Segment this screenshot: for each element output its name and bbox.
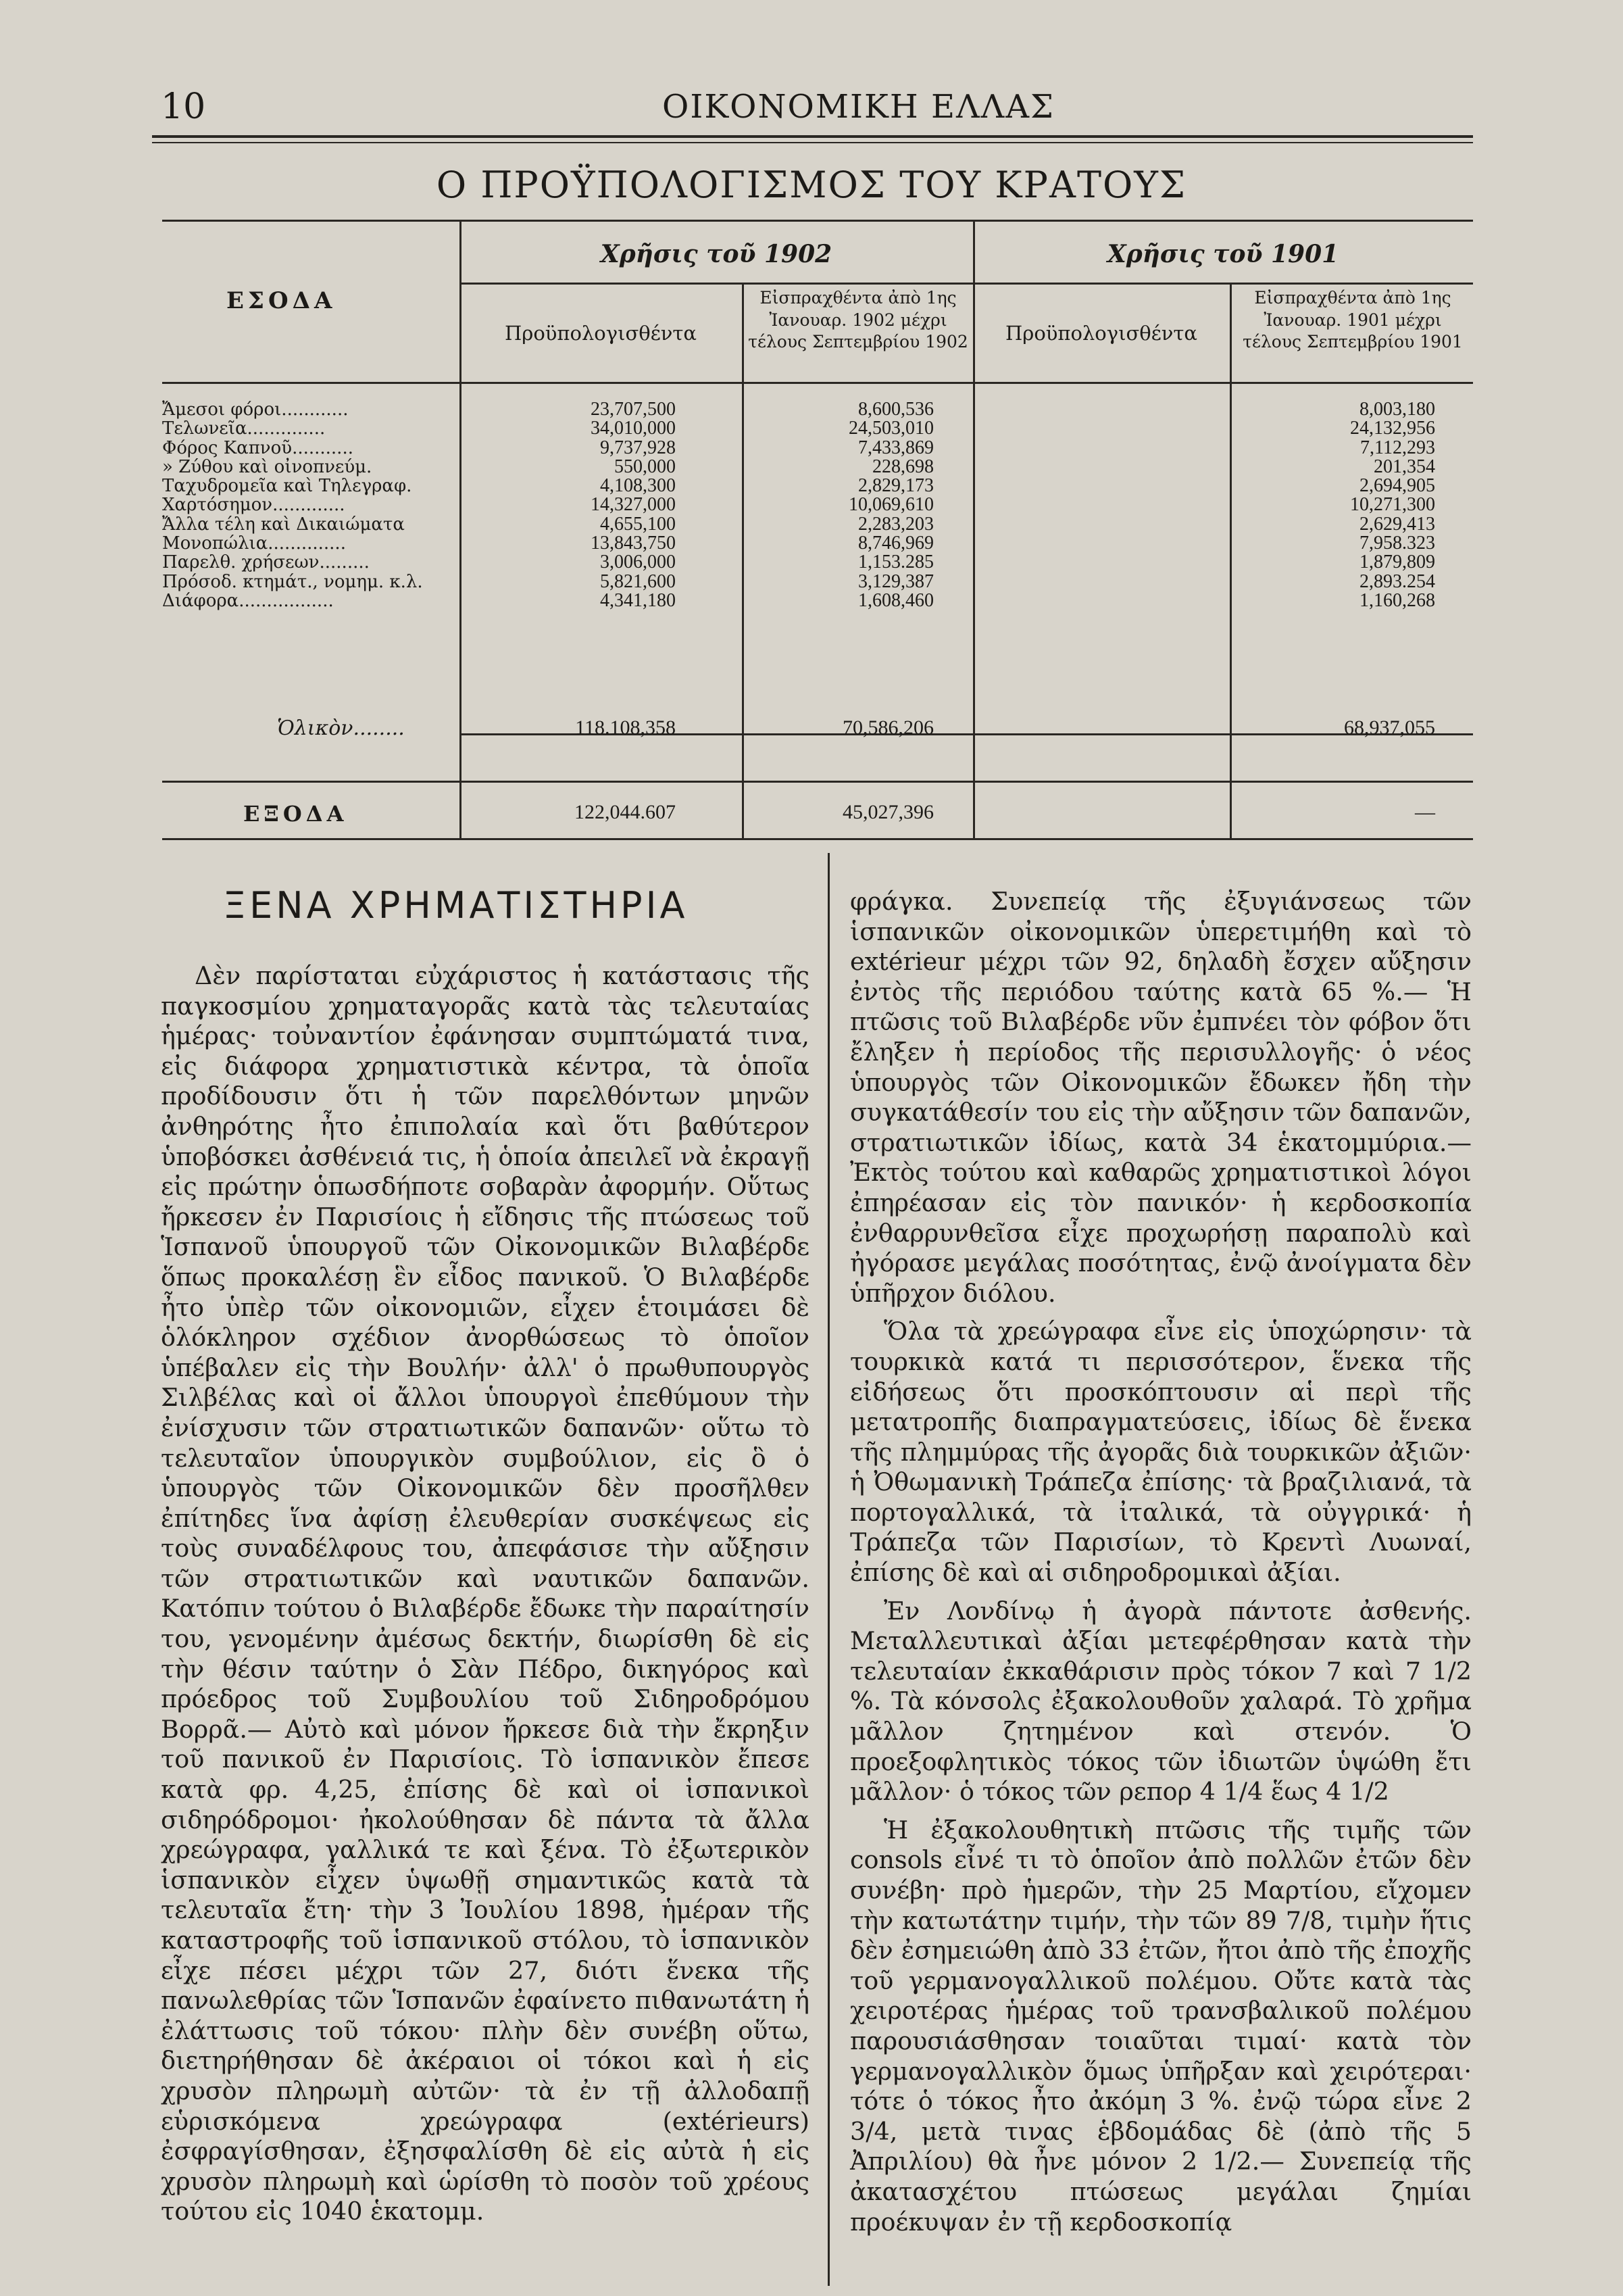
- revenue-label: Πρόσοδ. κτημάτ., νομημ. κ.λ.: [162, 572, 423, 591]
- table-cell: 2,283,203: [858, 513, 934, 535]
- col-collected-1901: Εἰσπραχθέντα ἀπὸ 1ης Ἰανουαρ. 1901 μέχρι τέλους Σεπτεμβρίου 1901: [1243, 288, 1463, 351]
- revenue-label: Τελωνεῖα..............: [162, 419, 326, 439]
- total-label: Ὁλικὸν........: [277, 716, 405, 740]
- table-cell: 3,129,387: [858, 570, 934, 592]
- total-budgeted-1902: 118.108,358: [575, 716, 676, 739]
- expense-rule: [162, 781, 1473, 783]
- revenue-label: Χαρτόσημον.............: [162, 495, 345, 515]
- table-cell: 10,271,300: [1350, 494, 1435, 516]
- article-paragraph: Ὅλα τὰ χρεώγραφα εἶνε εἰς ὑποχώρησιν· τὰ τουρκικὰ κατά τι περισσότερον, ἕνεκα τῆς εἰδήσεως ὅτι προσκόπτουσιν αἱ περὶ τῆς μετατροπῆς διαπραγματεύσεις, ἰδίως δὲ ἕνεκα τῆς πλημμύρας τῆς ἀγορᾶς διὰ τουρκικῶν ἀξιῶν· ἡ Ὀθωμανικὴ Τράπεζα ἐπίσης· τὰ βραζιλιανά, τὰ πορτογαλλικά, τὰ ἰταλικά, τὰ οὐγγρικά· ἡ Τράπεζα τῶν Παρισίων, τὸ Κρεντὶ Λυωναί, ἐπίσης δὲ καὶ αἱ σιδηροδρομικαὶ ἀξίαι.: [850, 1317, 1472, 1588]
- table-cell: 550,000: [614, 456, 676, 477]
- revenue-label: Διάφορα.................: [162, 591, 334, 611]
- table-cell: 1,160,268: [1359, 589, 1435, 611]
- table-top-rule: [162, 220, 1473, 222]
- table-cell: 4,108,300: [600, 475, 676, 497]
- table-cell: 8,003,180: [1359, 399, 1435, 420]
- article-paragraph: Ἐν Λονδίνῳ ἡ ἀγορὰ πάντοτε ἀσθενής. Μεταλλευτικαὶ ἀξίαι μετεφέρθησαν κατὰ τὴν τελευταίαν ἐκκαθάρισιν πρὸς τόκον 7 καὶ 7 1/2 %. Τὰ κόνσολς ἐξακολουθοῦν χαλαρά. Τὸ χρῆμα μᾶλλον ζητημένον καὶ στενόν. Ὁ προεξοφλητικὸς τόκος τῶν ἰδιωτῶν ὑψώθη ἔτι μᾶλλον· ὁ τόκος τῶν ρεπορ 4 1/4 ἕως 4 1/2: [850, 1596, 1472, 1807]
- revenue-label: Ταχυδρομεῖα καὶ Τηλεγραφ.: [162, 477, 412, 496]
- table-cell: 5,821,600: [600, 570, 676, 592]
- table-cell: 1,879,809: [1359, 552, 1435, 573]
- table-cell: 10,069,610: [849, 494, 934, 516]
- article-paragraph: Ἡ ἐξακολουθητικὴ πτῶσις τῆς τιμῆς τῶν consols εἶνέ τι τὸ ὁποῖον ἀπὸ πολλῶν ἐτῶν δὲν συνέβη· πρὸ ἡμερῶν, τὴν 25 Μαρτίου, εἴχομεν τὴν κατωτάτην τιμήν, τὴν τῶν 89 7/8, τιμὴν ἥτις δὲν ἐσημειώθη ἀπὸ 33 ἐτῶν, ἤτοι ἀπὸ τῆς ἐποχῆς τοῦ γερμανογαλλικοῦ πολέμου. Οὔτε κατὰ τὰς χειροτέρας ἡμέρας τοῦ τρανσβαλικοῦ πολέμου παρουσιάσθησαν τοιαῦται τιμαί· κατὰ τὸν γερμανογαλλικὸν ὅμως ὑπῆρξαν καὶ χειρότεραι· τότε ὁ τόκος ἦτο ἀκόμη 3 %. ἐνῷ τώρα εἶνε 2 3/4, μετὰ τινας ἑβδομάδας δὲ (ἀπὸ τῆς 5 Ἀπριλίου) θὰ ἦνε μόνον 2 1/2.— Συνεπείᾳ τῆς ἀκατασχέτου πτώσεως μεγάλαι ζημίαι προέκυψαν ἐν τῇ κερδοσκοπίᾳ: [850, 1815, 1472, 2237]
- group-underline: [459, 283, 1473, 285]
- article-paragraph: φράγκα. Συνεπείᾳ τῆς ἐξυγιάνσεως τῶν ἱσπανικῶν οἰκονομικῶν ὑπερετιμήθη καὶ τὸ extérieur μέχρι τῶν 92, δηλαδὴ ἔσχεν αὔξησιν ἐντὸς τῆς περιόδου ταύτης κατὰ 65 %.— Ἡ πτῶσις τοῦ Βιλαβέρδε νῦν ἐμπνέει τὸν φόβον ὅτι ἔληξεν ἡ περίοδος τῆς περισυλλογῆς· ὁ νέος ὑπουργὸς τῶν Οἰκονομικῶν ἔδωκεν ἤδη τὴν συγκατάθεσίν του εἰς τὴν αὔξησιν τῶν δαπανῶν, στρατιωτικῶν ἰδίως, κατὰ 34 ἑκατομμύρια.— Ἐκτὸς τούτου καὶ καθαρῶς χρηματιστικοὶ λόγοι ἐπηρέασαν εἰς τὸν πανικόν· ἡ κερδοσκοπία ἐνθαρρυνθεῖσα εἶχε προχωρήσῃ παραπολὺ καὶ ἠγόρασε μεγάλας ποσότητας, ἐνῷ ἀνοίγματα δὲν ὑπῆρχον διόλου.: [850, 887, 1472, 1308]
- collected-1901-values: [1270, 400, 1435, 610]
- table-cell: 4,655,100: [600, 513, 676, 535]
- table-cell: 23,707,500: [591, 399, 676, 420]
- col-collected-1902: Εἰσπραχθέντα ἀπὸ 1ης Ἰανουαρ. 1902 μέχρι τέλους Σεπτεμβρίου 1902: [748, 288, 968, 351]
- table-cell: 7,958.323: [1359, 533, 1435, 554]
- table-bottom-rule: [162, 838, 1473, 840]
- table-cell: 1,153.285: [858, 552, 934, 573]
- revenue-label: Ἄμεσοι φόροι............: [162, 400, 349, 420]
- revenue-label: Παρελθ. χρήσεων.........: [162, 553, 370, 572]
- expense-spent-1902: 45,027,396: [843, 801, 934, 823]
- column-head-rule: [162, 382, 1473, 384]
- header-rule-thin: [152, 142, 1473, 143]
- collected-1902-values: [757, 400, 934, 610]
- table-cell: 3,006,000: [600, 552, 676, 573]
- revenue-items: [162, 400, 459, 610]
- table-cell: 7,433,869: [858, 437, 934, 458]
- table-cell: 9,737,928: [600, 437, 676, 458]
- header-rule: [152, 135, 1473, 138]
- revenue-label: » Ζύθου καὶ οἰνοπνεύμ.: [162, 457, 372, 477]
- column-divider: [828, 853, 830, 2286]
- expense-1901: —: [1415, 801, 1435, 823]
- article-column-right: [850, 887, 1472, 2237]
- table-cell: 14,327,000: [591, 494, 676, 516]
- group-1901: Χρῆσις τοῦ 1901: [1107, 240, 1339, 268]
- total-collected-1901: 68,937,055: [1344, 716, 1435, 739]
- table-cell: 2,893.254: [1359, 570, 1435, 592]
- col-budgeted-1902: Προϋπολογισθέντα: [504, 322, 697, 345]
- col-budgeted-1901: Προϋπολογισθέντα: [1005, 322, 1198, 345]
- table-cell: 2,629,413: [1359, 513, 1435, 535]
- group-1902: Χρῆσις τοῦ 1902: [600, 240, 832, 268]
- col-divider-1901: [1230, 283, 1232, 838]
- table-cell: 2,694,905: [1359, 475, 1435, 497]
- table-cell: 13,843,750: [591, 533, 676, 554]
- expense-label: ΕΞΟΔΑ: [243, 801, 348, 827]
- article-column-left: [161, 961, 809, 2227]
- revenue-label: Φόρος Καπνοῦ...........: [162, 438, 353, 458]
- revenue-label: Μονοπώλια..............: [162, 534, 346, 554]
- table-cell: 228,698: [872, 456, 934, 477]
- table-cell: 2,829,173: [858, 475, 934, 497]
- table-cell: 201,354: [1374, 456, 1435, 477]
- running-head: ΟΙΚΟΝΟΜΙΚΗ ΕΛΛΑΣ: [662, 88, 1055, 126]
- revenue-header: ΕΣΟΔΑ: [226, 287, 336, 314]
- table-cell: 24,503,010: [849, 418, 934, 439]
- table-cell: 8,746,969: [858, 533, 934, 554]
- budgeted-1902-values: [480, 400, 676, 610]
- table-cell: 1,608,460: [858, 589, 934, 611]
- stub-divider: [459, 220, 461, 838]
- revenue-label: Ἄλλα τέλη καὶ Δικαιώματα: [162, 514, 405, 535]
- table-cell: 4,341,180: [600, 589, 676, 611]
- budget-table: [162, 220, 1473, 838]
- budget-title: Ο ΠΡΟΫΠΟΛΟΓΙΣΜΟΣ ΤΟΥ ΚΡΑΤΟΥΣ: [436, 164, 1187, 206]
- table-cell: 7,112,293: [1360, 437, 1435, 458]
- article-paragraph: Δὲν παρίσταται εὐχάριστος ἡ κατάστασις τῆς παγκοσμίου χρηματαγορᾶς κατὰ τὰς τελευταίας ἡμέρας· τοὐναντίον ἐφάνησαν συμπτώματά τινα, εἰς διάφορα χρηματιστικὰ κέντρα, τὰ ὁποῖα προδίδουσιν ὅτι ἡ τῶν παρελθόντων μηνῶν ἀνθηρότης ἦτο ἐπιπολαία καὶ ὅτι βαθύτερον ὑποβόσκει ἀσθένειά τις, ἡ ὁποία ἀπειλεῖ νὰ ἐκραγῇ εἰς πρώτην ὁπωσδήποτε σοβαρὰν ἀφορμήν. Οὕτως ἤρκεσεν ἐν Παρισίοις ἡ εἴδησις τῆς πτώσεως τοῦ Ἱσπανοῦ ὑπουργοῦ τῶν Οἰκονομικῶν Βιλαβέρδε ὅπως προκαλέσῃ ἓν εἶδος πανικοῦ. Ὁ Βιλαβέρδε ἦτο ὑπὲρ τῶν οἰκονομιῶν, εἶχεν ἑτοιμάσει δὲ ὁλόκληρον σχέδιον ἀνορθώσεως τὸ ὁποῖον ὑπέβαλεν εἰς τὴν Βουλήν· ἀλλ' ὁ πρωθυπουργὸς Σιλβέλας καὶ οἱ ἄλλοι ὑπουργοὶ ἐπεθύμουν τὴν ἐνίσχυσιν τῶν στρατιωτικῶν δαπανῶν· οὕτω τὸ τελευταῖον ὑπουργικὸν συμβούλιον, εἰς ὃ ὁ ὑπουργὸς τῶν Οἰκονομικῶν δὲν προσῆλθεν ἐπίτηδες ἵνα ἀφίσῃ ἐλευθερίαν συσκέψεως εἰς τοὺς συναδέλφους του, ἀπεφάσισε τὴν αὔξησιν τῶν στρατιωτικῶν καὶ ναυτικῶν δαπανῶν. Κατόπιν τούτου ὁ Βιλαβέρδε ἔδωκε τὴν παραίτησίν του, γενομένην ἀμέσως δεκτήν, διωρίσθη δὲ εἰς τὴν θέσιν ταύτην ὁ Σὰν Πέδρο, δικηγόρος καὶ πρόεδρος τοῦ Συμβουλίου τοῦ Σιδηροδρόμου Βορρᾶ.— Αὐτὸ καὶ μόνον ἤρκεσε διὰ τὴν ἔκρηξιν τοῦ πανικοῦ ἐν Παρισίοις. Τὸ ἱσπανικὸν ἔπεσε κατὰ φρ. 4,25, ἐπίσης δὲ καὶ οἱ ἱσπανικοὶ σιδηρόδρομοι· ἠκολούθησαν δὲ πάντα τὰ ἄλλα χρεώγραφα, γαλλικά τε καὶ ξένα. Τὸ ἐξωτερικὸν ἱσπανικὸν εἶχεν ὑψωθῇ σημαντικῶς κατὰ τὰ τελευταῖα ἔτη· τὴν 3 Ἰουλίου 1898, ἡμέραν τῆς καταστροφῆς τοῦ ἱσπανικοῦ στόλου, τὸ ἱσπανικὸν εἶχε πέσει μέχρι τῶν 27, διότι ἕνεκα τῆς πανωλεθρίας τῶν Ἱσπανῶν ἐφαίνετο πιθανωτάτη ἡ ἐλάττωσις τοῦ τόκου· πλὴν δὲν συνέβη οὕτω, διετηρήθησαν δὲ ἀκέραιοι οἱ τόκοι καὶ ἡ εἰς χρυσὸν πληρωμὴ αὐτῶν· τὰ ἐν τῇ ἀλλοδαπῇ εὑρισκόμενα χρεώγραφα (extérieurs) ἐσφραγίσθησαν, ἐξησφαλίσθη δὲ εἰς αὐτὰ ἡ εἰς χρυσὸν πληρωμὴ καὶ ὡρίσθη τὸ ποσὸν τοῦ χρέους τούτου εἰς 1040 ἑκατομμ.: [161, 961, 809, 2226]
- year-divider: [973, 220, 975, 838]
- expense-budgeted-1902: 122,044.607: [574, 801, 676, 823]
- article-title: ΞΕΝΑ ΧΡΗΜΑΤΙΣΤΗΡΙΑ: [223, 884, 689, 927]
- col-divider-1902: [742, 283, 744, 838]
- page-number: 10: [161, 87, 206, 127]
- table-cell: 34,010,000: [591, 418, 676, 439]
- total-collected-1902: 70,586,206: [843, 716, 934, 739]
- table-cell: 24,132,956: [1350, 418, 1435, 439]
- table-cell: 8,600,536: [858, 399, 934, 420]
